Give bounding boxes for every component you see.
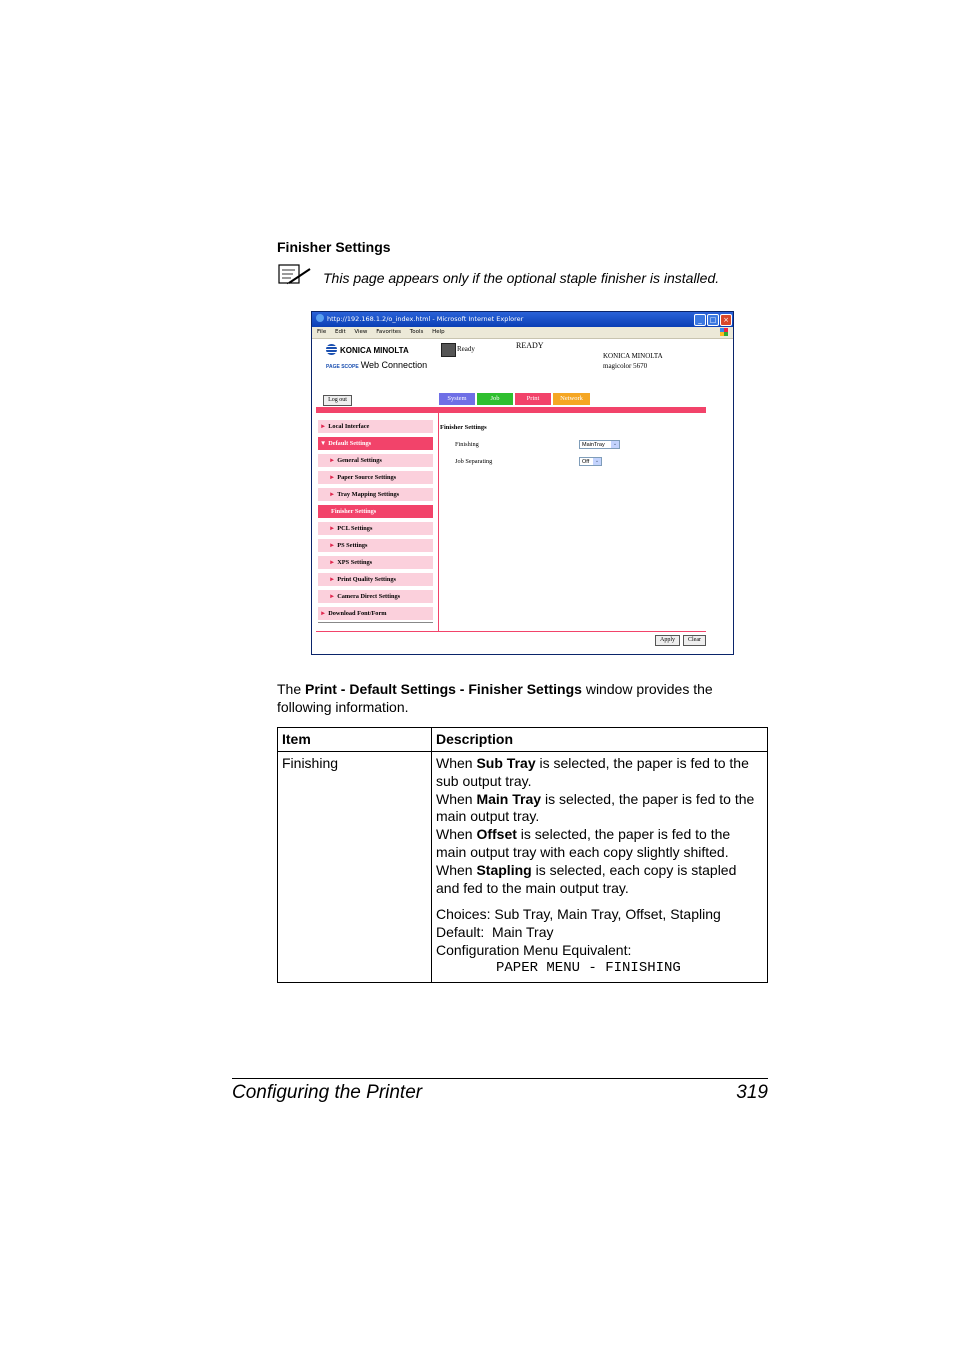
arrow-right-icon: ► bbox=[329, 559, 336, 566]
nav-bottom-divider bbox=[318, 622, 433, 623]
nav-label: Local Interface bbox=[328, 423, 370, 430]
menu-tools[interactable]: Tools bbox=[409, 329, 424, 335]
content-vertical-divider bbox=[438, 413, 439, 631]
nav-camera-direct-settings[interactable] bbox=[318, 590, 433, 603]
job-separating-value: Off bbox=[582, 459, 590, 465]
finishing-select[interactable] bbox=[579, 440, 620, 449]
arrow-right-icon: ► bbox=[329, 576, 336, 583]
nav-ps-settings[interactable] bbox=[318, 539, 433, 552]
form-title: Finisher Settings bbox=[440, 424, 487, 431]
nav-label: PS Settings bbox=[337, 542, 368, 549]
menu-help[interactable]: Help bbox=[432, 329, 445, 335]
clear-button[interactable]: Clear bbox=[683, 635, 706, 646]
nav-local-interface[interactable] bbox=[318, 420, 433, 433]
nav-paper-source-settings[interactable] bbox=[318, 471, 433, 484]
menu-file[interactable]: File bbox=[317, 329, 327, 335]
nav-label: Print Quality Settings bbox=[337, 576, 397, 583]
chevron-down-icon: ⌄ bbox=[594, 458, 600, 464]
tab-network[interactable]: Network bbox=[553, 393, 590, 405]
menu-bar bbox=[312, 327, 733, 339]
model-brand: KONICA MINOLTA bbox=[603, 352, 663, 360]
windows-logo-icon bbox=[720, 328, 728, 336]
header-item: Item bbox=[278, 728, 432, 752]
arrow-right-icon: ► bbox=[320, 423, 327, 430]
nav-label: XPS Settings bbox=[337, 559, 373, 566]
nav-label: Finisher Settings bbox=[331, 508, 377, 515]
desc-sub-tray: When Sub Tray is selected, the paper is fed to the sub output tray. bbox=[436, 755, 749, 789]
arrow-right-icon: ► bbox=[320, 610, 327, 617]
job-separating-select[interactable] bbox=[579, 457, 602, 466]
footer-chapter: Configuring the Printer bbox=[232, 1082, 423, 1103]
desc-stapling: When Stapling is selected, each copy is stapled and fed to the main output tray. bbox=[436, 861, 737, 896]
globe-icon bbox=[326, 344, 337, 355]
desc-offset: When Offset is selected, the paper is fed to the main output tray with each copy slightly shifted. bbox=[436, 826, 731, 860]
arrow-right-icon: ► bbox=[329, 593, 336, 600]
nav-label: Default Settings bbox=[328, 440, 372, 447]
description-cell bbox=[432, 752, 768, 983]
ready-display: READY bbox=[516, 341, 544, 350]
note-text: This page appears only if the optional staple finisher is installed. bbox=[323, 270, 720, 286]
note-pencil-icon bbox=[277, 263, 313, 287]
nav-label: Download Font/Form bbox=[328, 610, 387, 617]
arrow-right-icon: ► bbox=[329, 474, 336, 481]
section-title: Finisher Settings bbox=[277, 239, 391, 255]
tab-print[interactable]: Print bbox=[515, 393, 551, 405]
table-row bbox=[278, 752, 768, 983]
nav-label: Paper Source Settings bbox=[337, 474, 397, 481]
konica-minolta-logo bbox=[326, 344, 409, 355]
page-scope-text: PAGE SCOPE bbox=[326, 364, 359, 370]
choices-text: Choices: Sub Tray, Main Tray, Offset, Stapling bbox=[436, 906, 721, 923]
desc-main-tray: When Main Tray is selected, the paper is fed to the main output tray. bbox=[436, 790, 755, 825]
window-title: http://192.168.1.2/o_index.html - Microsoft Internet Explorer bbox=[327, 315, 524, 323]
nav-label: Tray Mapping Settings bbox=[337, 491, 400, 498]
nav-label: Camera Direct Settings bbox=[337, 593, 401, 600]
chevron-down-icon: ⌄ bbox=[612, 441, 618, 447]
window-title-bar bbox=[312, 312, 733, 327]
nav-print-quality-settings[interactable] bbox=[318, 573, 433, 586]
web-connection-logo bbox=[326, 360, 427, 370]
job-separating-label: Job Separating bbox=[455, 458, 493, 465]
table-header-row bbox=[278, 728, 768, 752]
nav-pcl-settings[interactable] bbox=[318, 522, 433, 535]
nav-tray-mapping-settings[interactable] bbox=[318, 488, 433, 501]
footer-page-number: 319 bbox=[736, 1082, 768, 1103]
nav-label: General Settings bbox=[337, 457, 382, 464]
info-table bbox=[277, 727, 768, 983]
tab-job[interactable]: Job bbox=[477, 393, 513, 405]
arrow-right-icon: ► bbox=[329, 491, 336, 498]
nav-finisher-settings[interactable] bbox=[318, 505, 433, 518]
close-icon[interactable]: × bbox=[720, 314, 732, 326]
logout-button[interactable]: Log out bbox=[323, 395, 352, 406]
nav-download-font-form[interactable] bbox=[318, 607, 433, 620]
menu-edit[interactable]: Edit bbox=[334, 329, 346, 335]
arrow-right-icon: ► bbox=[329, 457, 336, 464]
nav-label: PCL Settings bbox=[337, 525, 373, 532]
browser-screenshot bbox=[311, 311, 734, 655]
printer-status-icon bbox=[441, 343, 456, 357]
ie-icon bbox=[316, 314, 324, 322]
arrow-right-icon: ► bbox=[329, 525, 336, 532]
arrow-down-icon: ▼ bbox=[320, 440, 327, 447]
arrow-right-icon: ► bbox=[329, 542, 336, 549]
header-description: Description bbox=[432, 728, 768, 752]
tab-system[interactable]: System bbox=[439, 393, 475, 405]
web-connection-text: Web Connection bbox=[360, 360, 428, 370]
maximize-icon[interactable]: □ bbox=[707, 314, 719, 326]
footer-rule bbox=[232, 1078, 768, 1079]
window-path: Print - Default Settings - Finisher Settings bbox=[305, 681, 582, 697]
brand-text: KONICA MINOLTA bbox=[340, 346, 409, 355]
nav-general-settings[interactable] bbox=[318, 454, 433, 467]
header-divider bbox=[316, 407, 706, 413]
intro-paragraph: The Print - Default Settings - Finisher Settings window provides the following information. bbox=[277, 681, 713, 715]
menu-path: PAPER MENU - FINISHING bbox=[496, 959, 681, 976]
menu-favorites[interactable]: Favorites bbox=[376, 329, 402, 335]
apply-button[interactable]: Apply bbox=[655, 635, 680, 646]
item-cell: Finishing bbox=[278, 752, 432, 983]
config-menu-text: Configuration Menu Equivalent: bbox=[436, 941, 632, 958]
status-text: Ready bbox=[457, 345, 475, 353]
finishing-label: Finishing bbox=[455, 441, 479, 448]
minimize-icon[interactable]: _ bbox=[694, 314, 706, 326]
menu-view[interactable]: View bbox=[354, 329, 368, 335]
finishing-value: MainTray bbox=[582, 442, 605, 448]
model-name: magicolor 5670 bbox=[603, 362, 648, 370]
nav-xps-settings[interactable] bbox=[318, 556, 433, 569]
default-text: Default: Main Tray bbox=[436, 924, 554, 941]
nav-default-settings[interactable] bbox=[318, 437, 433, 450]
content-bottom-divider bbox=[316, 631, 706, 632]
